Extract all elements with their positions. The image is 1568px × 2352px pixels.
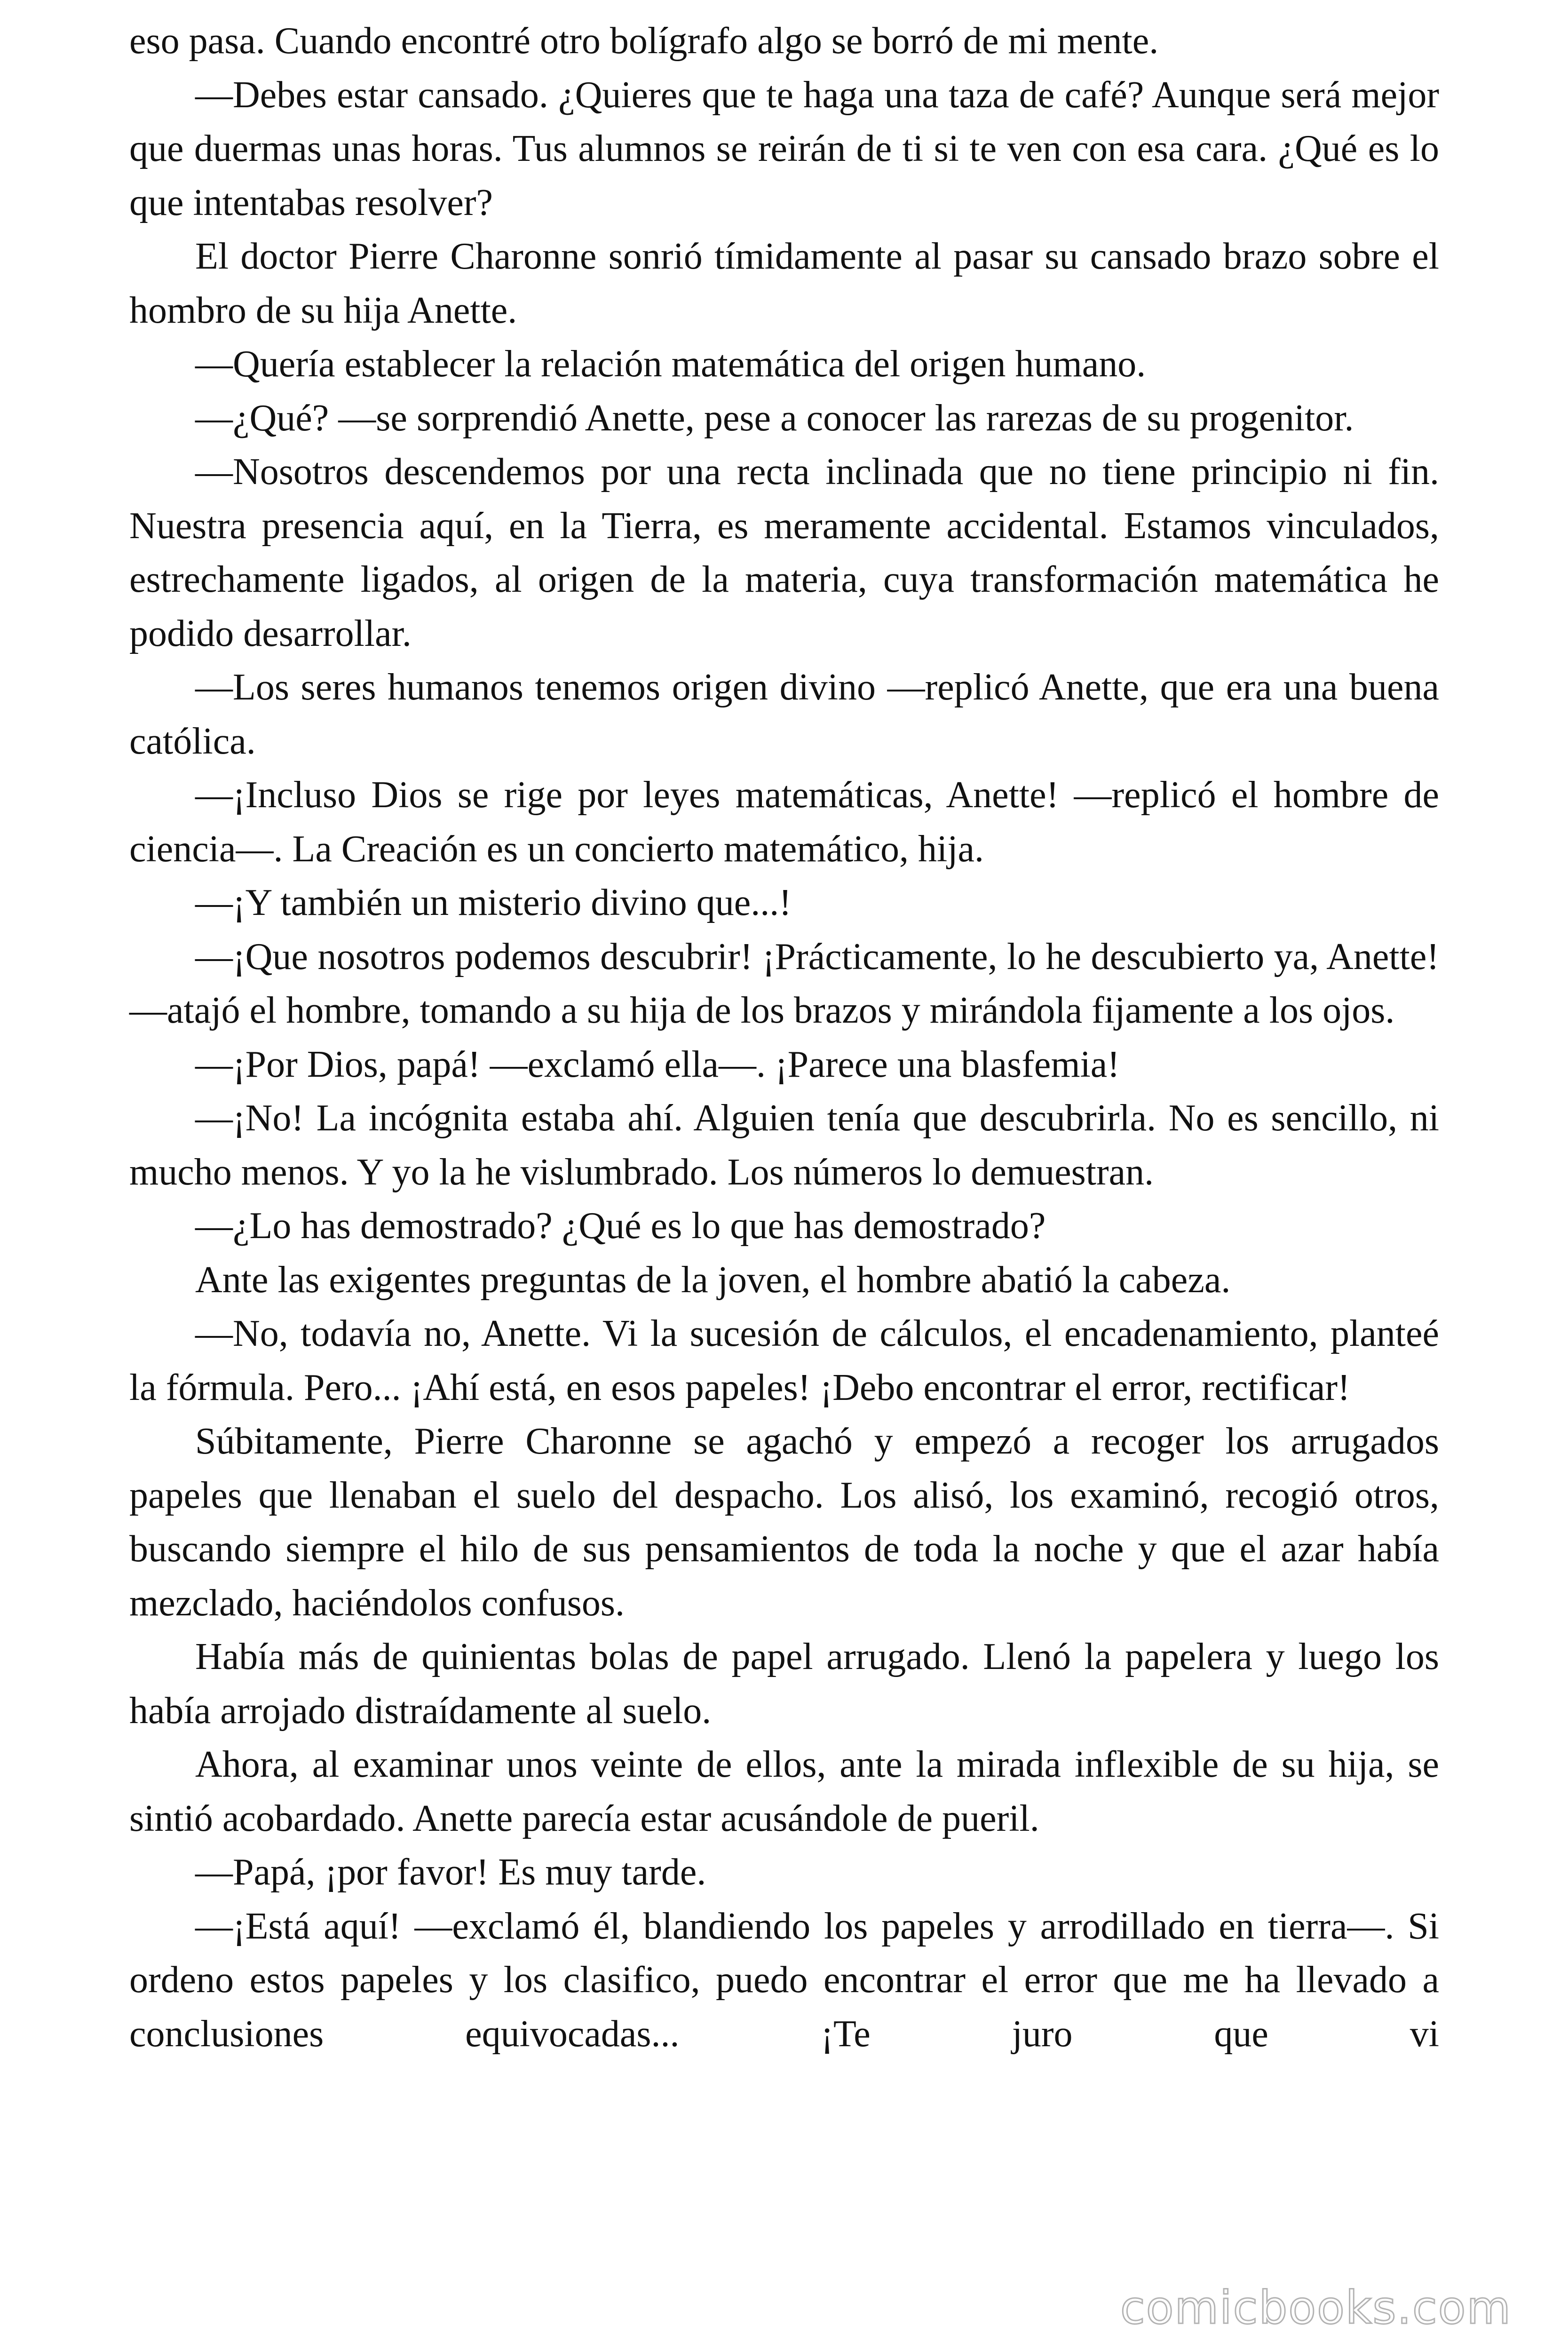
paragraph: —¡Y también un misterio divino que...! <box>195 882 792 923</box>
paragraph: —¡Que nosotros podemos descubrir! ¡Prácticamente, lo he descubierto ya, Anette! —atajó el hombre, tomando a su hija de los brazos y mirándola fijamente a los ojos. <box>129 936 1439 1031</box>
paragraph: Súbitamente, Pierre Charonne se agachó y empezó a recoger los arrugados papeles que llenaban el suelo del despacho. Los alisó, los examinó, recogió otros, buscando siempre el hilo de sus pensamientos de toda la noche y que el azar había mezclado, haciéndolos confusos. <box>129 1421 1439 1624</box>
paragraph: Había más de quinientas bolas de papel arrugado. Llenó la papelera y luego los había arrojado distraídamente al suelo. <box>129 1636 1439 1732</box>
watermark: comicbooks.com <box>1120 2281 1512 2334</box>
paragraph: Ante las exigentes preguntas de la joven, el hombre abatió la cabeza. <box>195 1259 1231 1301</box>
paragraph: —¿Lo has demostrado? ¿Qué es lo que has demostrado? <box>195 1205 1046 1247</box>
paragraph: —Debes estar cansado. ¿Quieres que te haga una taza de café? Aunque será mejor que duermas unas horas. Tus alumnos se reirán de ti si te ven con esa cara. ¿Qué es lo que intentabas resolver? <box>129 74 1439 223</box>
paragraph: —¡No! La incógnita estaba ahí. Alguien tenía que descubrirla. No es sencillo, ni mucho menos. Y yo la he vislumbrado. Los números lo demuestran. <box>129 1097 1439 1193</box>
paragraph: —Papá, ¡por favor! Es muy tarde. <box>195 1851 706 1893</box>
paragraph: —Los seres humanos tenemos origen divino —replicó Anette, que era una buena católica. <box>129 667 1439 762</box>
paragraph: —¿Qué? —se sorprendió Anette, pese a conocer las rarezas de su progenitor. <box>195 397 1354 439</box>
body-text <box>129 14 1439 2061</box>
paragraph: —Quería establecer la relación matemática del origen humano. <box>195 343 1146 385</box>
paragraph: —Nosotros descendemos por una recta inclinada que no tiene principio ni fin. Nuestra presencia aquí, en la Tierra, es meramente accidental. Estamos vinculados, estrechamente ligados, al origen de la materia, cuya transformación matemática he podido desarrollar. <box>129 451 1439 654</box>
paragraph: El doctor Pierre Charonne sonrió tímidamente al pasar su cansado brazo sobre el hombro de su hija Anette. <box>129 236 1439 331</box>
paragraph: —¡Incluso Dios se rige por leyes matemáticas, Anette! —replicó el hombre de ciencia—. La Creación es un concierto matemático, hija. <box>129 774 1439 870</box>
paragraph: —¡Está aquí! —exclamó él, blandiendo los papeles y arrodillado en tierra—. Si ordeno estos papeles y los clasifico, puedo encontrar el error que me ha llevado a conclusiones equivocadas... ¡Te juro que vi <box>129 1905 1439 2055</box>
paragraph: eso pasa. Cuando encontré otro bolígrafo algo se borró de mi mente. <box>129 20 1159 62</box>
paragraph: —No, todavía no, Anette. Vi la sucesión de cálculos, el encadenamiento, planteé la fórmula. Pero... ¡Ahí está, en esos papeles! ¡Debo encontrar el error, rectificar! <box>129 1313 1439 1408</box>
paragraph: —¡Por Dios, papá! —exclamó ella—. ¡Parece una blasfemia! <box>195 1043 1120 1085</box>
paragraph: Ahora, al examinar unos veinte de ellos, ante la mirada inflexible de su hija, se sintió acobardado. Anette parecía estar acusándole de pueril. <box>129 1744 1439 1839</box>
